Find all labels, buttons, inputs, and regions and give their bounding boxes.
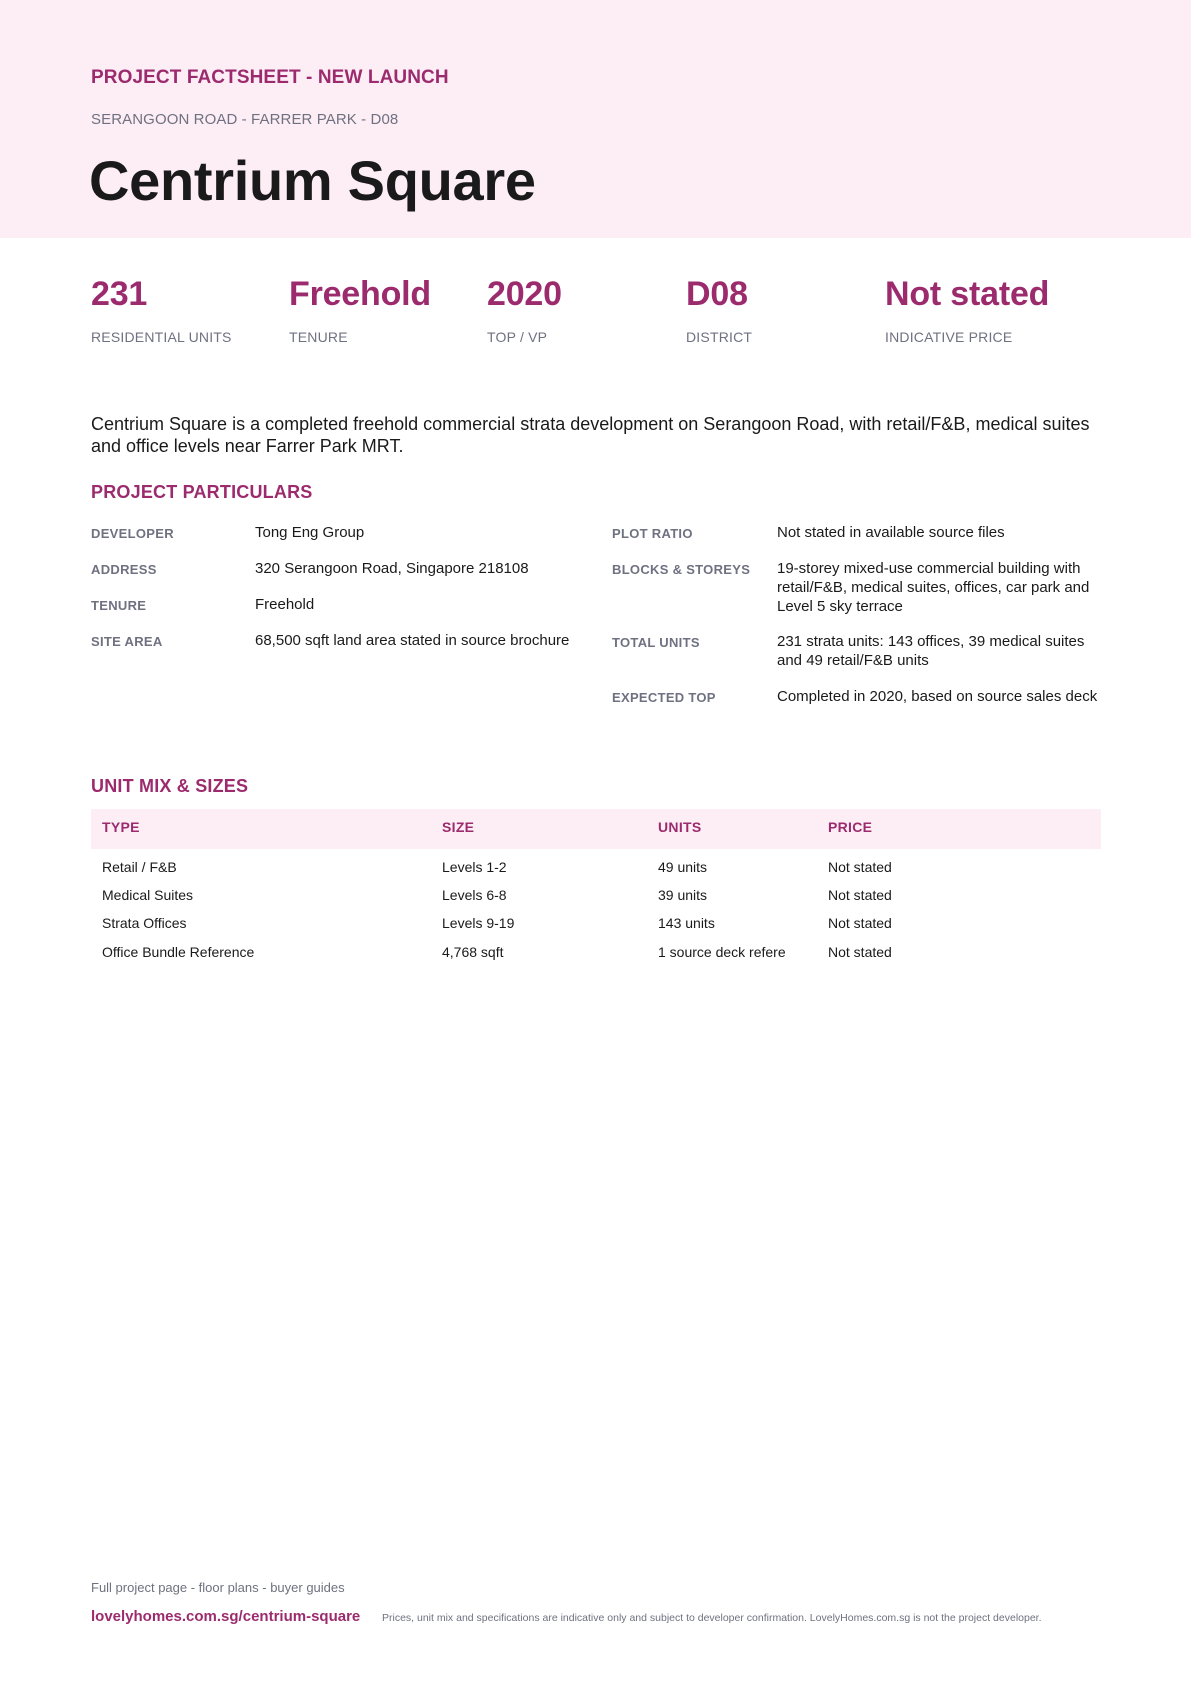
tenure-value: Freehold	[255, 596, 315, 613]
expected-top-value: Completed in 2020, based on source sales deck	[777, 688, 1098, 705]
column-header-price: PRICE	[828, 819, 873, 835]
cell-type: Strata Offices	[102, 915, 187, 931]
unit-mix-header-row	[91, 809, 1101, 849]
plot-ratio-label: PLOT RATIO	[612, 526, 693, 541]
unit-mix-heading: UNIT MIX & SIZES	[91, 776, 249, 796]
stat-label: INDICATIVE PRICE	[885, 329, 1013, 345]
column-header-size: SIZE	[442, 819, 475, 835]
stat-label: TOP / VP	[487, 329, 548, 345]
cell-units: 143 units	[658, 915, 715, 931]
expected-top-label: EXPECTED TOP	[612, 690, 716, 705]
cell-type: Office Bundle Reference	[102, 944, 255, 960]
location-line: SERANGOON ROAD - FARRER PARK - D08	[91, 111, 399, 128]
site-area-value: 68,500 sqft land area stated in source brochure	[255, 632, 570, 649]
cell-size: 4,768 sqft	[442, 944, 504, 960]
project-title: Centrium Square	[89, 149, 536, 212]
stat-value: Not stated	[885, 275, 1050, 313]
particulars-heading: PROJECT PARTICULARS	[91, 482, 313, 502]
developer-label: DEVELOPER	[91, 526, 174, 541]
stat-units	[91, 274, 232, 345]
cell-units: 1 source deck refere	[658, 944, 786, 960]
stat-district	[686, 274, 752, 345]
cell-size: Levels 6-8	[442, 887, 507, 903]
cell-price: Not stated	[828, 915, 892, 931]
cell-size: Levels 9-19	[442, 915, 515, 931]
stat-price	[885, 274, 1049, 345]
cell-units: 39 units	[658, 887, 708, 903]
address-label: ADDRESS	[91, 562, 157, 577]
site-area-label: SITE AREA	[91, 634, 163, 649]
total-units-value: 231 strata units: 143 offices, 39 medical suites and 49 retail/F&B units	[777, 633, 1085, 669]
hero-banner	[0, 0, 1191, 238]
column-header-type: TYPE	[102, 819, 140, 835]
stat-value: 231	[91, 275, 148, 313]
stat-label: DISTRICT	[686, 329, 753, 345]
cell-price: Not stated	[828, 944, 892, 960]
address-value: 320 Serangoon Road, Singapore 218108	[255, 560, 529, 577]
stat-top	[487, 274, 562, 345]
blocks-storeys-value: 19-storey mixed-use commercial building with retail/F&B, medical suites, offices, car park and Level 5 sky terrace	[777, 560, 1090, 615]
cell-price: Not stated	[828, 887, 892, 903]
blocks-storeys-label: BLOCKS & STOREYS	[612, 562, 751, 577]
cell-price: Not stated	[828, 859, 892, 875]
cell-type: Medical Suites	[102, 887, 194, 903]
stat-value: Freehold	[289, 275, 431, 313]
cell-type: Retail / F&B	[102, 859, 177, 875]
cell-units: 49 units	[658, 859, 708, 875]
cell-size: Levels 1-2	[442, 859, 507, 875]
column-header-units: UNITS	[658, 819, 702, 835]
developer-value: Tong Eng Group	[255, 524, 365, 541]
project-intro: Centrium Square is a completed freehold commercial strata development on Serangoon Road, with retail/F&B, medical suites and office levels near Farrer Park MRT.	[91, 414, 1090, 456]
stat-label: TENURE	[289, 329, 348, 345]
total-units-label: TOTAL UNITS	[612, 635, 700, 650]
factsheet-eyebrow: PROJECT FACTSHEET - NEW LAUNCH	[91, 67, 449, 88]
stat-value: 2020	[487, 275, 562, 313]
footer-caption: Full project page - floor plans - buyer guides	[91, 1580, 345, 1595]
stat-tenure	[289, 274, 431, 345]
stat-value: D08	[686, 275, 748, 313]
tenure-label: TENURE	[91, 598, 147, 613]
footer-disclaimer: Prices, unit mix and specifications are indicative only and subject to developer confirmation. LovelyHomes.com.sg is not the project developer.	[382, 1612, 1042, 1624]
plot-ratio-value: Not stated in available source files	[777, 524, 1005, 541]
stat-label: RESIDENTIAL UNITS	[91, 329, 232, 345]
project-page-link[interactable]: lovelyhomes.com.sg/centrium-square	[91, 1608, 361, 1625]
